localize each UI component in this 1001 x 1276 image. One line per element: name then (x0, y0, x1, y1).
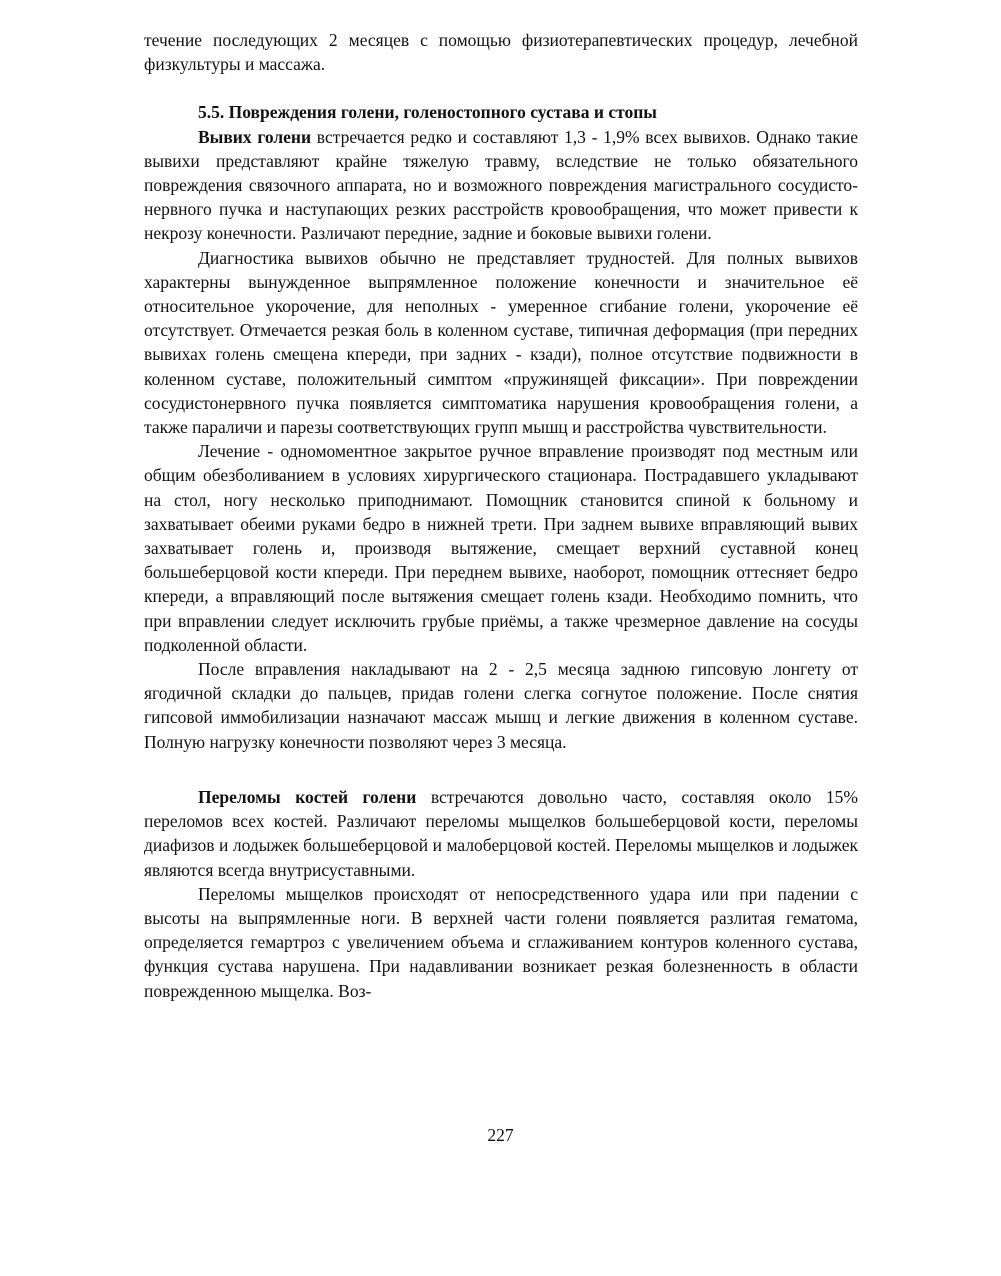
term-dislocation: Вывих голени (198, 126, 312, 147)
top-paragraph: течение последующих 2 месяцев с помощью физиотерапевтических процедур, лечебной физкультуры и массажа. (144, 30, 858, 75)
page-body (144, 28, 858, 1003)
section-heading: 5.5. Повреждения голени, голеностопного сустава и стопы (198, 102, 657, 123)
spacer (144, 76, 858, 100)
paragraph-dislocation-text: встречается редко и составляют 1,3 - 1,9% всех вывихов. Однако такие вывихи представляют крайне тяжелую травму, вследствие не только обязательного повреждения связочного аппарата, но и возможного повреждения магистрального сосудисто-нервного пучка и наступающих резких расстройств кровообращения, что может привести к некрозу конечности. Различают передние, задние и боковые вывихи голени. (144, 126, 859, 244)
page-number: 227 (487, 1125, 514, 1145)
paragraph-after-reduction: После вправления накладывают на 2 - 2,5 месяца заднюю гипсовую лонгету от ягодичной складки до пальцев, придав голени слегка согнутое положение. После снятия гипсовой иммобилизации назначают массаж мышц и легкие движения в коленном суставе. Полную нагрузку конечности позволяют через 3 месяца. (144, 659, 858, 752)
paragraph-treatment: Лечение - одномоментное закрытое ручное вправление производят под местным или общим обезболиванием в условиях хирургического стационара. Пострадавшего укладывают на стол, ногу несколько приподнимают. Помощник становится спиной к больному и захватывает обеими руками бедро в нижней трети. При заднем вывихе вправляющий вывих захватывает голень и, производя вытяжение, смещает верхний суставной конец большеберцовой кости кпереди. При переднем вывихе, наоборот, помощник оттесняет бедро кпереди, а вправляющий после вытяжения смещает голень кзади. Необходимо помнить, что при вправлении следует исключить грубые приёмы, а также чрезмерное давление на сосуды подколенной области. (144, 441, 858, 655)
paragraph-condyle-fractures: Переломы мыщелков происходят от непосредственного удара или при падении с высоты на выпрямленные ноги. В верхней части голени появляется разлитая гематома, определяется гемартроз с увеличением объема и сглаживанием контуров коленного сустава, функция сустава нарушена. При надавливании возникает резкая болезненность в области поврежденною мыщелка. Воз- (144, 883, 858, 1001)
paragraph-diagnostics: Диагностика вывихов обычно не представляет трудностей. Для полных вывихов характерны вынужденное выпрямленное положение конечности и значительное её относительное укорочение, для неполных - умеренное сгибание голени, укорочение её отсутствует. Отмечается резкая боль в коленном суставе, типичная деформация (при передних вывихах голень смещена кпереди, при задних - кзади), полное отсутствие подвижности в коленном суставе, положительный симптом «пружинящей фиксации». При повреждении сосудистонервного пучка появляется симптоматика нарушения кровообращения голени, а также параличи и парезы соответствующих групп мышц и расстройства чувствительности. (144, 247, 858, 438)
spacer (144, 754, 858, 785)
paragraph-fractures (144, 785, 858, 882)
paragraph-dislocation (144, 125, 858, 246)
paragraph-fractures-text: встречаются довольно часто, составляя около 15% переломов всех костей. Различают переломы мыщелков большеберцовой кости, переломы диафизов и лодыжек большеберцовой и малоберцовой костей. Переломы мыщелков и лодыжек являются всегда внутрисуставными. (144, 786, 858, 880)
term-fractures: Переломы костей голени (198, 786, 417, 807)
